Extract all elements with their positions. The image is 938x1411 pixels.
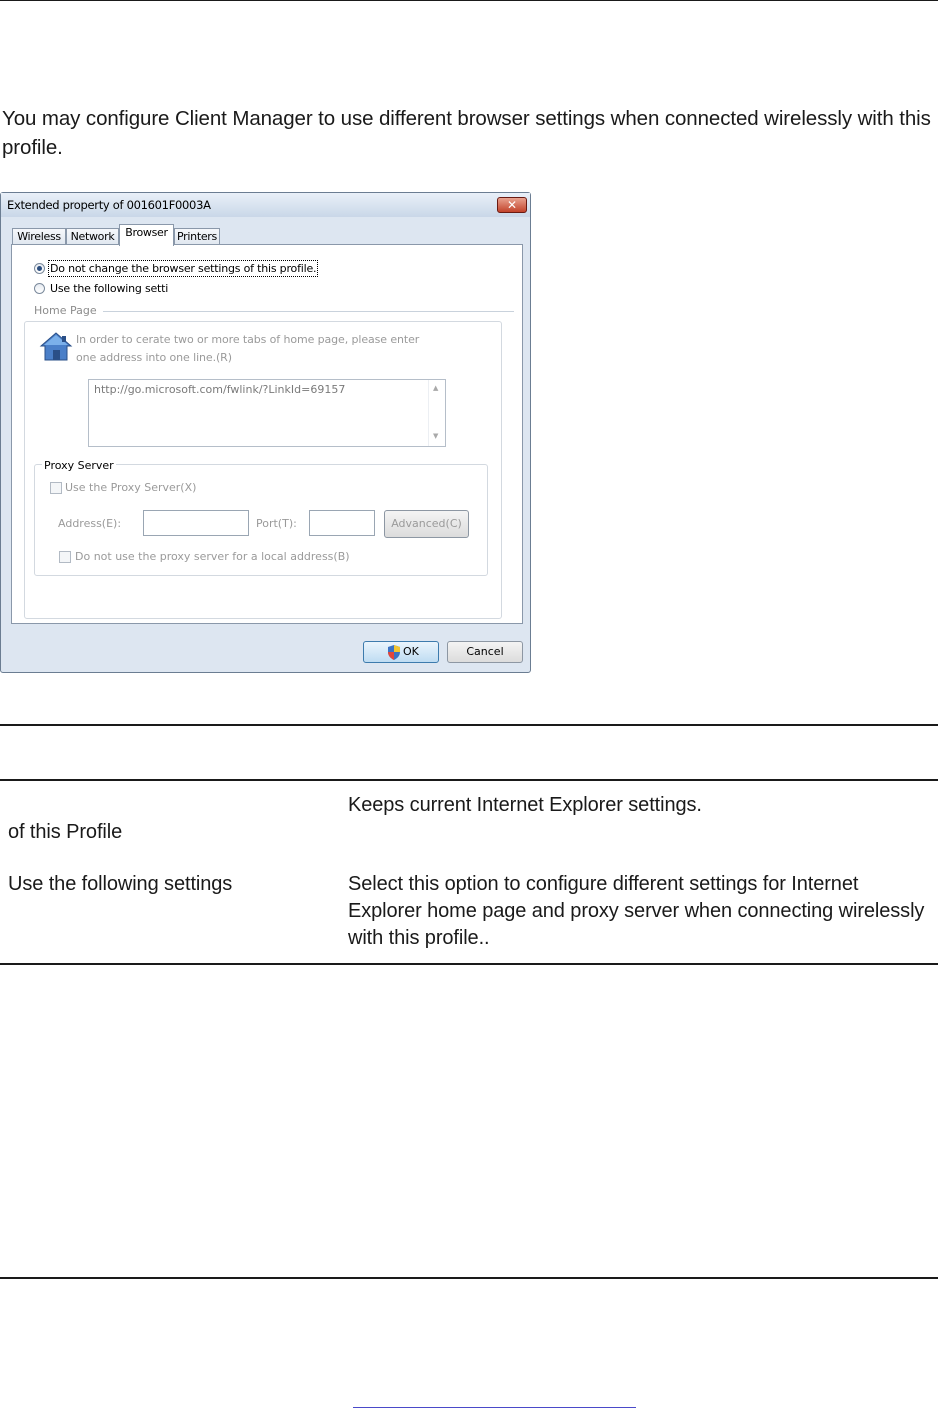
dialog-title: Extended property of 001601F0003A <box>7 198 211 212</box>
use-proxy-checkbox[interactable] <box>50 482 62 494</box>
radio-use-following[interactable] <box>34 283 45 294</box>
no-local-proxy-checkbox[interactable] <box>59 551 71 563</box>
close-button[interactable]: ✕ <box>497 197 527 213</box>
home-page-separator <box>34 311 514 312</box>
tab-printers[interactable]: Printers <box>174 228 220 245</box>
row1-option: of this Profile <box>8 821 123 843</box>
radio-use-following-label: Use the following setti <box>50 282 169 295</box>
intro-paragraph: You may configure Client Manager to use different browser settings when connected wirelessly with this profile. <box>2 107 931 159</box>
extended-property-dialog <box>0 192 531 673</box>
ok-button-label: OK <box>403 645 419 658</box>
address-label: Address(E): <box>58 517 122 530</box>
row1-description: Keeps current Internet Explorer settings. <box>348 794 702 816</box>
home-page-url-input[interactable] <box>88 379 446 447</box>
use-proxy-label: Use the Proxy Server(X) <box>65 481 197 494</box>
row2-option: Use the following settings <box>8 873 233 895</box>
no-local-proxy-label: Do not use the proxy server for a local address(B) <box>75 550 350 563</box>
proxy-server-legend: Proxy Server <box>44 459 114 472</box>
scroll-down-icon[interactable]: ▼ <box>433 432 439 440</box>
tab-network[interactable]: Network <box>66 228 119 245</box>
home-page-url-value: http://go.microsoft.com/fwlink/?LinkId=69157 <box>94 383 346 396</box>
address-input[interactable] <box>143 510 249 536</box>
radio-no-change-label: Do not change the browser settings of this profile. <box>50 262 317 275</box>
browser-panel <box>11 244 523 624</box>
dialog-titlebar[interactable] <box>1 193 530 217</box>
cancel-button[interactable]: Cancel <box>447 641 523 663</box>
home-info-line2: one address into one line.(R) <box>76 351 232 364</box>
scroll-up-icon[interactable]: ▲ <box>433 384 439 392</box>
top-rule <box>0 0 938 1</box>
row2-description: Select this option to configure different settings for Internet Explorer home page and proxy server when connecting wirelessly with this profile.. <box>348 873 925 949</box>
ok-button[interactable] <box>363 641 439 663</box>
tab-browser[interactable]: Browser <box>119 224 174 246</box>
footer-link-underline[interactable] <box>353 1407 636 1408</box>
house-icon <box>39 331 73 363</box>
url-scrollbar[interactable] <box>428 380 445 446</box>
table-bottom-rule <box>0 963 938 965</box>
port-label: Port(T): <box>256 517 297 530</box>
table-top-rule <box>0 724 938 726</box>
bottom-rule <box>0 1277 938 1279</box>
home-page-info <box>76 331 456 367</box>
radio-no-change[interactable] <box>34 263 45 274</box>
home-page-label: Home Page <box>34 304 103 317</box>
home-info-line1: In order to cerate two or more tabs of home page, please enter <box>76 333 420 346</box>
uac-shield-icon <box>387 645 401 660</box>
table-header-rule <box>0 779 938 781</box>
port-input[interactable] <box>309 510 375 536</box>
advanced-button[interactable]: Advanced(C) <box>384 510 469 538</box>
tab-wireless[interactable]: Wireless <box>12 228 66 245</box>
